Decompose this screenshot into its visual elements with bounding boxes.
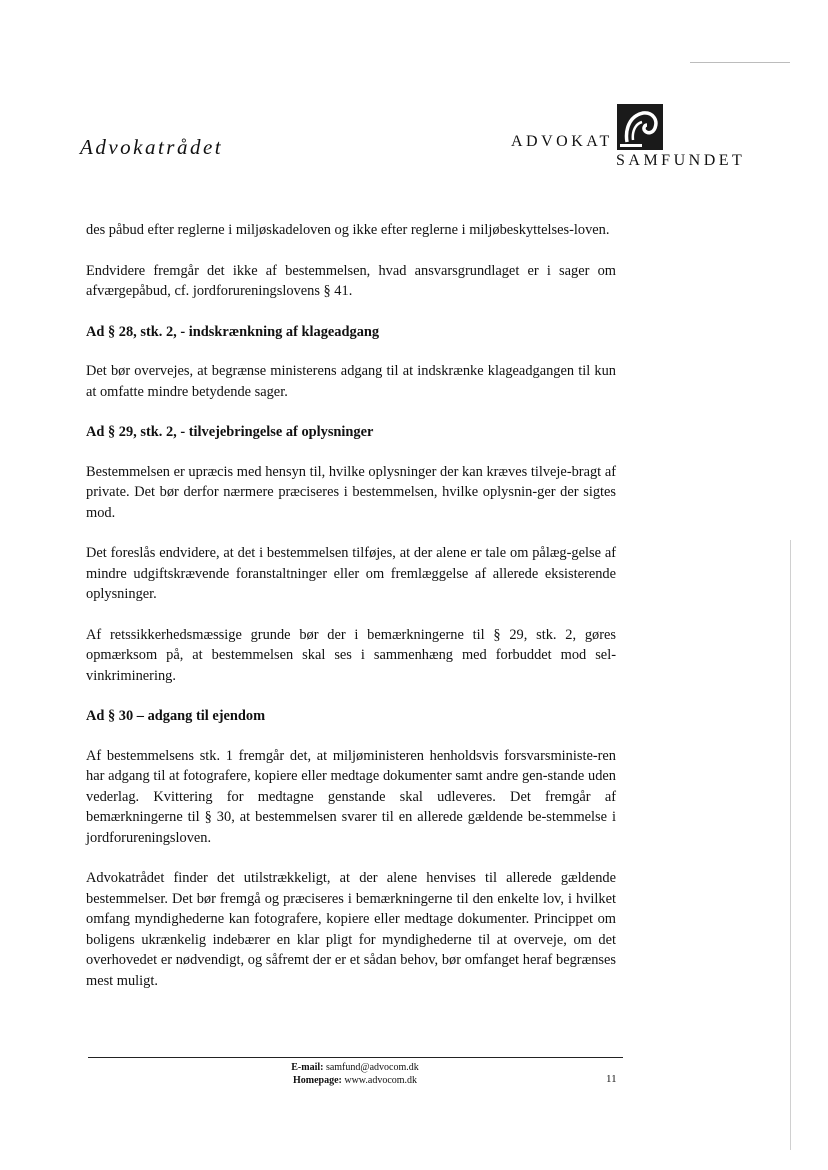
logo-word-advokat: ADVOKAT	[511, 133, 613, 150]
scan-artifact-line	[690, 62, 790, 63]
section-heading: Ad § 28, stk. 2, - indskrænkning af klageadgang	[86, 323, 380, 340]
footer-contact	[180, 1061, 530, 1087]
paragraph: Advokatrådet finder det utilstrækkeligt, at der alene henvises til allerede gældende bestemmelser. Det bør fremgå og præciseres i bemærkningerne til den enkelte lov, i hvilket omfang myndighederne kan fotografere, kopiere eller medtage dokumenter. Princippet om boligens ukrænkelig indebærer en klar pligt for myndighederne til at overveje, om det overhovedet er nødvendigt, og såfremt der er et sådan behov, bør omfanget heraf begrænses mest muligt.	[86, 870, 616, 989]
paragraph: Af retssikkerhedsmæssige grunde bør der i bemærkningerne til § 29, stk. 2, gøres opmærksom på, at bestemmelsen skal ses i sammenhæng med forbuddet mod sel-vinkriminering.	[86, 626, 616, 684]
section-heading: Ad § 30 – adgang til ejendom	[86, 708, 266, 724]
homepage-value: www.advocom.dk	[344, 1075, 418, 1086]
page-number: 11	[606, 1073, 617, 1085]
scan-artifact-line	[790, 540, 791, 1150]
email-value: samfund@advocom.dk	[325, 1062, 419, 1073]
email-label: E-mail:	[291, 1062, 324, 1073]
advokatsamfundet-logo-icon	[617, 104, 663, 150]
paragraph: Det bør overvejes, at begrænse ministerens adgang til at indskrænke klageadgangen til kun at omfatte mindre betydende sager.	[86, 363, 616, 400]
footer-email-line	[180, 1061, 530, 1074]
paragraph: Det foreslås endvidere, at det i bestemmelsen tilføjes, at der alene er tale om pålæg-gelse af mindre udgiftskrævende foranstaltninger eller om fremlæggelse af allerede eksisterende oplysninger.	[86, 545, 616, 602]
paragraph: Bestemmelsen er upræcis med hensyn til, hvilke oplysninger der kan kræves tilveje-bragt af private. Det bør derfor nærmere præciseres i bestemmelsen, hvilke oplysnin-ger der sigtes mod.	[86, 463, 616, 521]
letter-body	[86, 220, 616, 1011]
paragraph: Af bestemmelsens stk. 1 fremgår det, at miljøministeren henholdsvis forsvarsministe-ren har adgang til at fotografere, kopiere eller medtage dokumenter samt andre gen-stande uden vederlag. Kvittering for medtagne genstande skal udleveres. Det fremgår af bemærkningerne til § 30, at bestemmelsen svarer til en allerede gældende be-stemmelse i jordforureningsloven.	[86, 747, 616, 846]
footer-divider	[88, 1057, 623, 1058]
paragraph: des påbud efter reglerne i miljøskadeloven og ikke efter reglerne i miljøbeskyttelses-loven.	[86, 222, 610, 238]
section-heading: Ad § 29, stk. 2, - tilvejebringelse af oplysninger	[86, 424, 374, 440]
logo-word-samfundet: SAMFUNDET	[616, 152, 746, 169]
brand-advokatraadet: Advokatrådet	[80, 135, 224, 159]
paragraph: Endvidere fremgår det ikke af bestemmelsen, hvad ansvarsgrundlaget er i sager om afværgepåbud, cf. jordforureningslovens § 41.	[86, 262, 616, 299]
homepage-label: Homepage:	[292, 1075, 342, 1086]
footer-homepage-line	[180, 1074, 530, 1087]
